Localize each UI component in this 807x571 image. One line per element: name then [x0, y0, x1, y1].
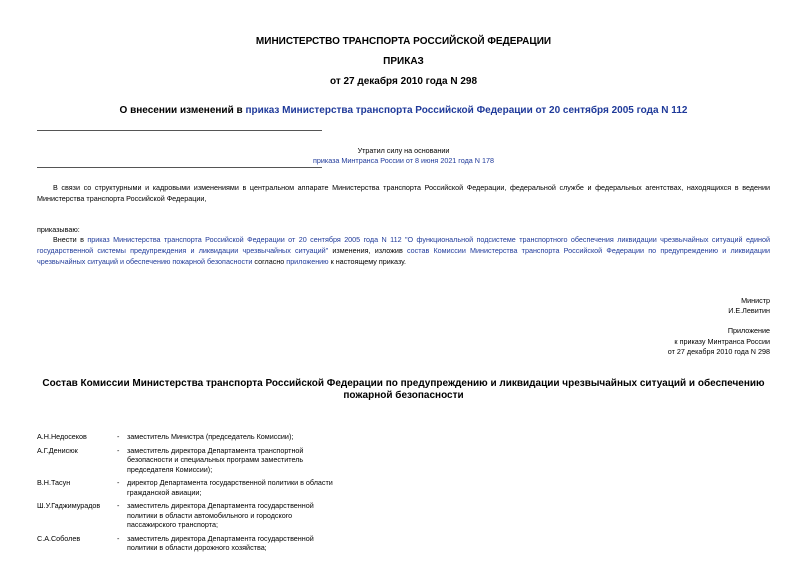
- order-link-appendix[interactable]: приложению: [286, 257, 329, 266]
- doc-date-number: от 27 декабря 2010 года N 298: [329, 76, 478, 87]
- order-text-b: изменения, изложив: [328, 246, 407, 255]
- order-link-composition[interactable]: состав Комиссии Министерства транспорта Российской Федерации по предупреждению и ликвидации чрезвычайных ситуаций и обеспечению пожарной безопасности: [37, 246, 770, 266]
- paragraph-order: [37, 234, 770, 267]
- doc-title: [0, 105, 807, 116]
- member-role: директор Департамента государственной политики в области гражданской авиации;: [127, 478, 333, 497]
- order-text-a: Внести в: [53, 235, 88, 244]
- doc-title-prefix: О внесении изменений в: [119, 105, 246, 116]
- member-name: А.Г.Денисюк: [37, 445, 78, 455]
- list-item: [37, 446, 357, 475]
- order-text-d: к настоящему приказу.: [328, 257, 407, 266]
- member-name: В.Н.Тасун: [37, 478, 71, 487]
- status-link[interactable]: приказа Минтранса России от 8 июня 2021 года N 178: [313, 156, 494, 165]
- appendix-date: от 27 декабря 2010 года N 298: [667, 347, 770, 356]
- doc-title-link[interactable]: приказ Министерства транспорта Российской Федерации от 20 сентября 2005 года N 112: [245, 105, 688, 116]
- appendix-ref: к приказу Минтранса России: [674, 337, 770, 346]
- member-dash: -: [117, 432, 120, 441]
- ministry-heading: МИНИСТЕРСТВО ТРАНСПОРТА РОССИЙСКОЙ ФЕДЕРАЦИИ: [255, 36, 552, 47]
- order-word: приказываю:: [37, 225, 80, 234]
- signature-name: И.Е.Левитин: [728, 306, 770, 315]
- signature-position: Министр: [741, 296, 770, 305]
- member-role: заместитель директора Департамента государственной политики в области автомобильного и городского пассажирского транспорта;: [127, 501, 314, 529]
- paragraph-preamble: В связи со структурными и кадровыми изменениями в центральном аппарате Министерства транспорта Российской Федерации, федеральной службе и федеральных агентствах, находящихся в ведении Министерства транспорта Российской Федерации,: [37, 183, 770, 203]
- member-dash: -: [117, 445, 120, 455]
- members-list: [37, 432, 357, 557]
- member-role: заместитель директора Департамента транспортной безопасности и специальных программ заместитель председателя Комиссии);: [127, 445, 304, 474]
- member-name: А.Н.Недосеков: [37, 432, 87, 441]
- member-dash: -: [117, 478, 120, 487]
- appendix-label: Приложение: [727, 326, 770, 335]
- member-role: заместитель директора Департамента государственной политики в области дорожного хозяйства;: [127, 533, 314, 552]
- list-item: [37, 478, 357, 497]
- member-dash: -: [117, 533, 120, 543]
- order-link-decree[interactable]: приказ Министерства транспорта Российской Федерации от 20 сентября 2005 года N 112 "О функциональной подсистеме транспортного обеспечения ликвидации чрезвычайных ситуаций единой государственной системы предупреждения и ликвидации чрезвычайных ситуаций": [37, 235, 770, 255]
- status-text: Утратил силу на основании: [357, 146, 450, 155]
- list-item: [37, 501, 357, 530]
- doc-type-heading: ПРИКАЗ: [383, 56, 424, 67]
- divider-top: [37, 130, 322, 131]
- member-name: С.А.Соболев: [37, 533, 81, 543]
- list-item: [37, 534, 357, 553]
- order-text-c: согласно: [252, 257, 287, 266]
- divider-bottom: [37, 167, 322, 168]
- member-role: заместитель Министра (председатель Комиссии);: [127, 432, 294, 441]
- list-item: [37, 432, 357, 442]
- member-name: Ш.У.Гаджимурадов: [37, 501, 101, 510]
- composition-title: Состав Комиссии Министерства транспорта Российской Федерации по предупреждению и ликвидации чрезвычайных ситуаций и обеспечению пожарной безопасности: [42, 378, 765, 401]
- member-dash: -: [117, 501, 120, 510]
